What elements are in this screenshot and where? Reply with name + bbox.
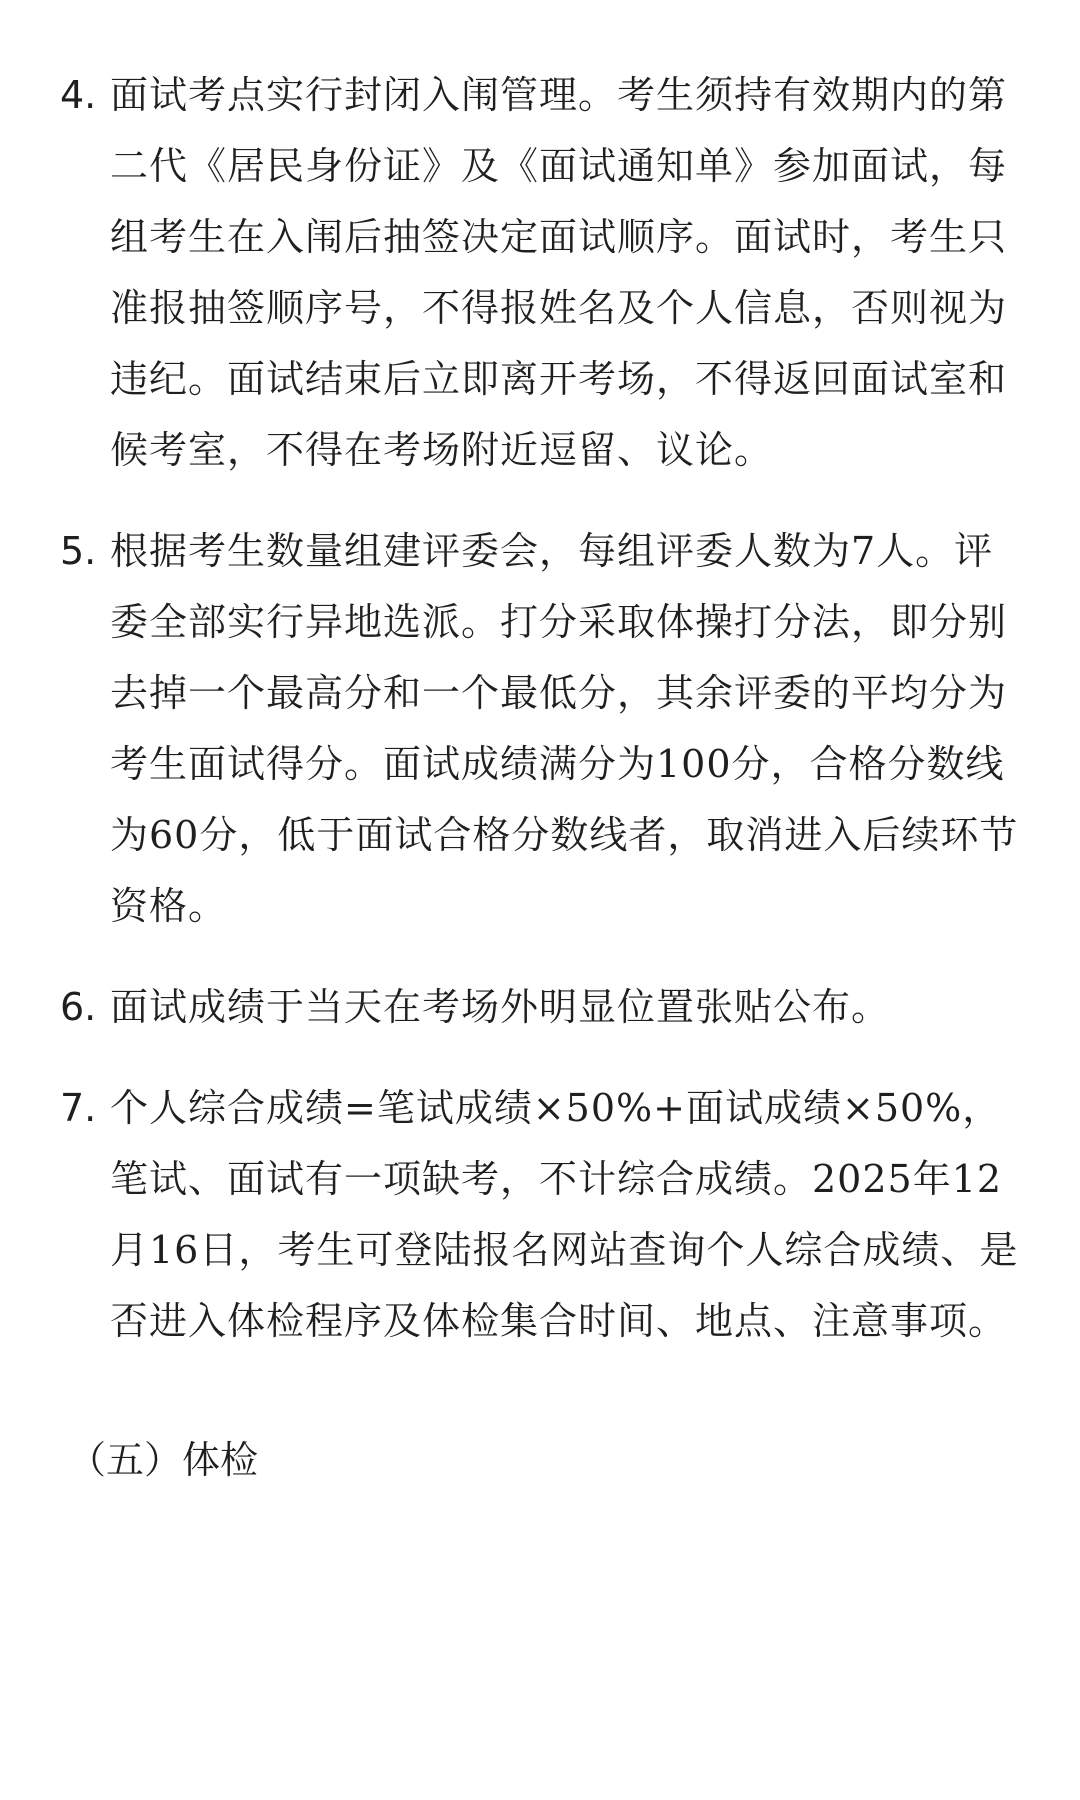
list-item-number: 5. — [60, 529, 97, 573]
list-item-text: 面试成绩于当天在考场外明显位置张贴公布。 — [110, 985, 891, 1029]
list-item-number: 6. — [60, 985, 97, 1029]
list-item-text: 根据考生数量组建评委会，每组评委人数为7人。评委全部实行异地选派。打分采取体操打分法，即分别去掉一个最高分和一个最低分，其余评委的平均分为考生面试得分。面试成绩满分为100分，合格分数线为60分，低于面试合格分数线者，取消进入后续环节资格。 — [110, 529, 1019, 928]
list-item — [60, 1073, 1019, 1357]
list-item — [60, 60, 1010, 486]
list-item — [60, 972, 1010, 1043]
section-heading: （五）体检 — [68, 1438, 259, 1482]
list-item-text: 面试考点实行封闭入闱管理。考生须持有效期内的第二代《居民身份证》及《面试通知单》参加面试，每组考生在入闱后抽签决定面试顺序。面试时，考生只准报抽签顺序号，不得报姓名及个人信息，否则视为违纪。面试结束后立即离开考场，不得返回面试室和候考室，不得在考场附近逗留、议论。 — [110, 73, 1008, 472]
list-item-text: 个人综合成绩=笔试成绩×50%+面试成绩×50%，笔试、面试有一项缺考，不计综合成绩。2025年12月16日，考生可登陆报名网站查询个人综合成绩、是否进入体检程序及体检集合时间、地点、注意事项。 — [110, 1086, 1019, 1343]
list-item — [60, 516, 1019, 942]
list-item-number: 4. — [60, 73, 97, 117]
list-item-number: 7. — [60, 1086, 97, 1130]
